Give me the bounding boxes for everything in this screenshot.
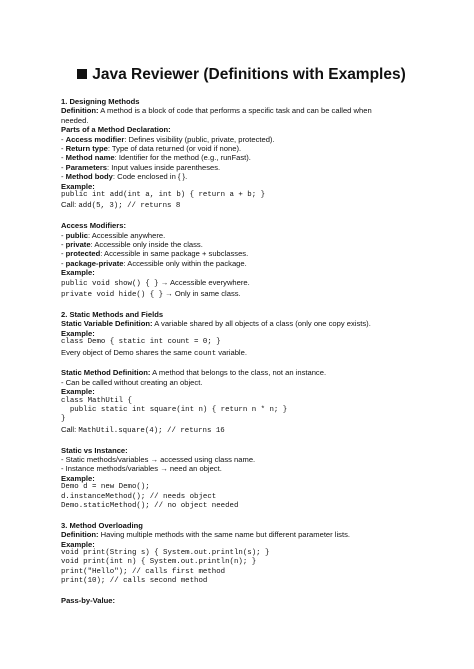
call-line: Call: add(5, 3); // returns 8 (61, 200, 181, 211)
code-line: public void show() { } → Accessible everywhere. (61, 277, 250, 288)
list-item: - Parameters: Input values inside parentheses. (61, 162, 221, 172)
example-label: Example: (61, 268, 95, 278)
subheading: Static vs Instance: (61, 445, 128, 455)
code-line: public static int square(int n) { return n * n; } (61, 405, 288, 414)
definition-label: Static Variable Definition: (61, 319, 153, 329)
list-item: - Method body: Code enclosed in { }. (61, 172, 188, 182)
list-item: - Return type: Type of data returned (or void if none). (61, 144, 242, 154)
code-line: Demo.staticMethod(); // no object needed (61, 502, 239, 510)
subheading: Parts of a Method Declaration: (61, 125, 171, 135)
section-heading: 2. Static Methods and Fields (61, 309, 164, 319)
list-item: - protected: Accessible in same package + subclasses. (61, 249, 249, 259)
code-line: } (61, 415, 66, 424)
definition-text: A variable shared by all objects of a class (only one copy exists). (154, 319, 371, 329)
code-line: void print(String s) { System.out.println(s); } (61, 549, 270, 558)
section-heading: 1. Designing Methods (61, 97, 140, 106)
section-overloading (61, 521, 434, 587)
section-static (61, 310, 434, 512)
section-heading: 3. Method Overloading (61, 520, 143, 530)
code-line: Demo d = new Demo(); (61, 483, 150, 492)
note-line: - Can be called without creating an object. (61, 377, 203, 387)
definition-label: Static Method Definition: (61, 368, 151, 378)
section-designing-methods (61, 97, 434, 212)
definition-text-cont: needed. (61, 115, 89, 125)
example-label: Example: (61, 539, 95, 549)
code-line: void print(int n) { System.out.println(n); } (61, 558, 257, 567)
code-line: class Demo { static int count = 0; } (61, 338, 221, 347)
list-item: - Instance methods/variables → need an object. (61, 464, 222, 474)
code-line: class MathUtil { (61, 396, 132, 405)
section-pass-by-value (61, 596, 434, 605)
text-line: Every object of Demo shares the same count variable. (61, 347, 247, 358)
example-label: Example: (61, 328, 95, 338)
section-heading: Pass-by-Value: (61, 596, 116, 606)
list-item: - package-private: Accessible only within the package. (61, 258, 247, 268)
definition-label: Definition: (61, 530, 99, 540)
code-line: private void hide() { } → Only in same class. (61, 289, 241, 300)
document-title (61, 66, 434, 84)
example-label: Example: (61, 387, 95, 397)
list-item: - Method name: Identifier for the method (e.g., runFast). (61, 153, 251, 163)
section-access-modifiers (61, 221, 434, 300)
subheading: Access Modifiers: (61, 221, 126, 231)
definition-text: A method that belongs to the class, not an instance. (152, 368, 327, 378)
code-line: print(10); // calls second method (61, 577, 208, 586)
call-line: Call: MathUtil.square(4); // returns 16 (61, 424, 225, 435)
list-item: - Static methods/variables → accessed using class name. (61, 454, 256, 464)
definition-text: Having multiple methods with the same name but different parameter lists. (100, 530, 350, 540)
list-item: - Access modifier: Defines visibility (public, private, protected). (61, 134, 275, 144)
list-item: - public: Accessible anywhere. (61, 230, 166, 240)
black-square-icon (77, 69, 87, 79)
definition-label: Definition: (61, 106, 99, 116)
list-item: - private: Accessible only inside the class. (61, 240, 203, 250)
example-label: Example: (61, 181, 95, 191)
title-text: Java Reviewer (Definitions with Examples) (92, 66, 406, 83)
code-line: d.instanceMethod(); // needs object (61, 492, 217, 501)
example-label: Example: (61, 473, 95, 483)
code-line: public int add(int a, int b) { return a + b; } (61, 191, 266, 200)
definition-text: A method is a block of code that performs a specific task and can be called when (100, 106, 372, 116)
code-line: print("Hello"); // calls first method (61, 567, 226, 576)
